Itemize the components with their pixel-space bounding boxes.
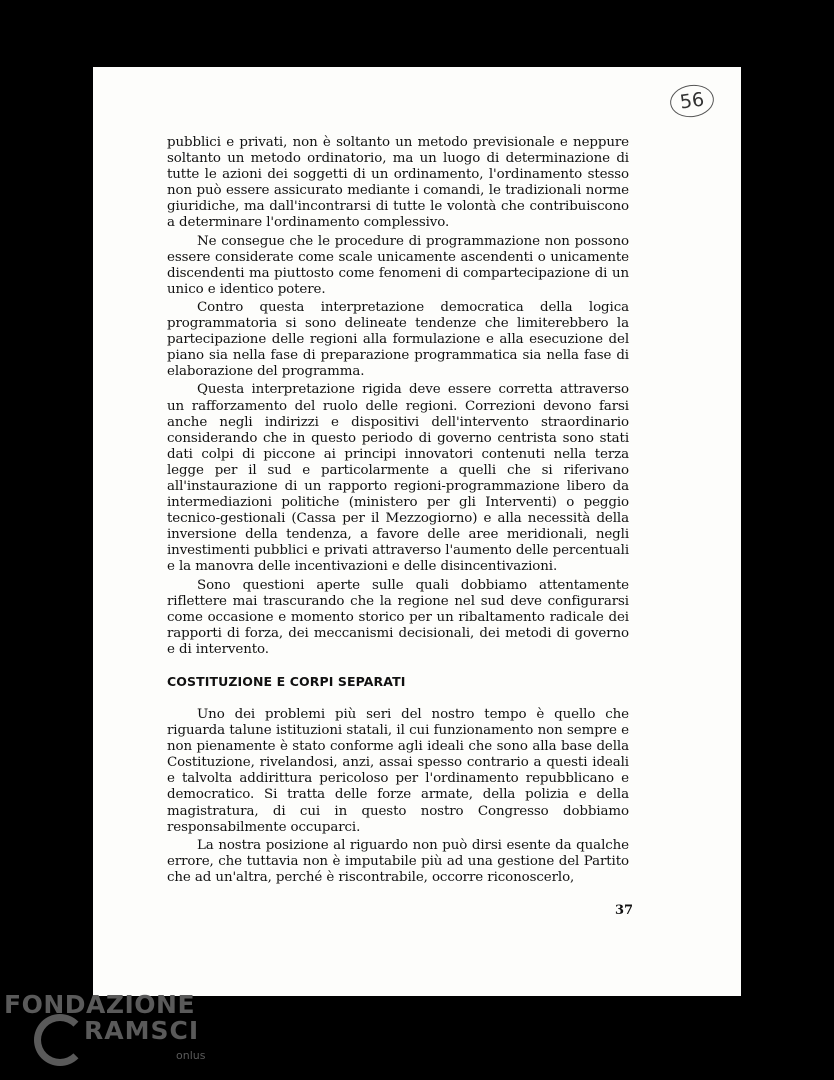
fondazione-gramsci-watermark [4, 990, 214, 1074]
document-page [93, 67, 741, 996]
paragraph: Contro questa interpretazione democratica della logica programmatoria si sono delineate tendenze che limiterebbero la partecipazione delle regioni alla formulazione e alla esecuzione del piano sia nella fase di preparazione programmatica sia nella fase di elaborazione del programma. [167, 299, 629, 380]
watermark-line-1: FONDAZIONE [4, 990, 196, 1019]
paragraph: Uno dei problemi più seri del nostro tempo è quello che riguarda talune istituzioni statali, il cui funzionamento non sempre e non pienamente è stato conforme agli ideali che sono alla base della Costituzione, rivelandosi, anzi, assai spesso contrario a questi ideali e talvolta addirittura pericoloso per l'ordinamento repubblicano e democratico. Si tratta delle forze armate, della polizia e della magistratura, di cui in questo nostro Congresso dobbiamo responsabilmente occuparci. [167, 707, 629, 835]
watermark-g-logo-icon [34, 1014, 86, 1066]
page-number: 37 [615, 903, 634, 918]
archive-stamp: 56 [668, 82, 716, 120]
paragraph: Ne consegue che le procedure di programmazione non possono essere considerate come scale unicamente ascendenti o unicamente discendenti ma piuttosto come fenomeni di compartecipazione di un unico e identico potere. [167, 233, 629, 297]
paragraph: La nostra posizione al riguardo non può dirsi esente da qualche errore, che tuttavia non è imputabile più ad una gestione del Partito che ad un'altra, perché è riscontrabile, occorre riconoscerlo, [167, 837, 629, 885]
section-heading: COSTITUZIONE E CORPI SEPARATI [167, 674, 406, 689]
section-body [167, 707, 629, 888]
body-text [167, 135, 629, 660]
paragraph: Sono questioni aperte sulle quali dobbiamo attentamente riflettere mai trascurando che la regione nel sud deve configurarsi come occasione e momento storico per un ribaltamento radicale dei rapporti di forza, dei meccanismi decisionali, dei metodi di governo e di intervento. [167, 577, 629, 657]
paragraph: pubblici e privati, non è soltanto un metodo previsionale e neppure soltanto un metodo ordinatorio, ma un luogo di determinazione di tutte le azioni dei soggetti di un ordinamento, l'ordinamento stesso non può essere assicurato mediante i comandi, le tradizionali norme giuridiche, ma dall'incontrarsi di tutte le volontà che contribuiscono a determinare l'ordinamento complessivo. [167, 135, 629, 231]
paragraph: Questa interpretazione rigida deve essere corretta attraverso un rafforzamento del ruolo delle regioni. Correzioni devono farsi anche negli indirizzi e dispositivi dell'intervento straordinario considerando che in questo periodo di governo centrista sono stati dati colpi di piccone ai principi innovatori contenuti nella terza legge per il sud e particolarmente a quelli che si riferivano all'instaurazione di un rapporto regioni-programmazione libero da intermediazioni politiche (ministero per gli Interventi) o peggio tecnico-gestionali (Cassa per il Mezzogiorno) e alla necessità della inversione della tendenza, a favore delle aree meridionali, negli investimenti pubblici e privati attraverso l'aumento delle percentuali e la manovra delle incentivazioni e delle disincentivazioni. [167, 382, 629, 575]
watermark-line-2: RAMSCI [84, 1016, 200, 1045]
watermark-line-3: onlus [176, 1049, 206, 1062]
